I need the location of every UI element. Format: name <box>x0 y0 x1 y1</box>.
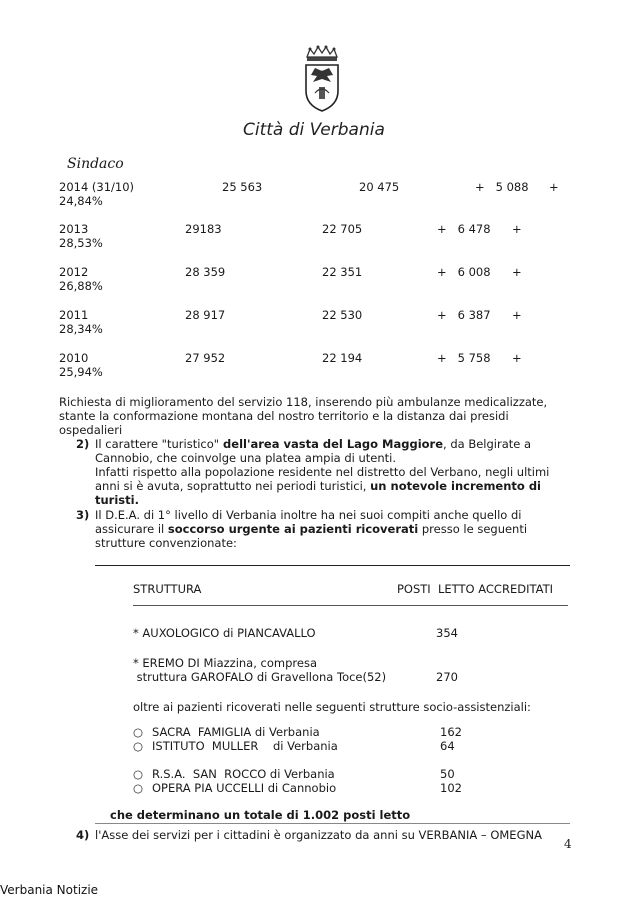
stat-plus: + <box>512 265 522 279</box>
socio-posti: 102 <box>440 781 462 795</box>
stat-pct: 28,34% <box>59 322 103 336</box>
paragraph-line: ospedalieri <box>59 423 123 437</box>
stat-pct: 25,94% <box>59 365 103 379</box>
stat-plus: + <box>512 351 522 365</box>
section-label: Sindaco <box>67 156 124 172</box>
table-row-posti: 270 <box>436 670 458 684</box>
city-title: Città di Verbania <box>243 120 385 140</box>
item2-text: , da Belgirate a <box>443 437 532 451</box>
stat-diff: + 6 478 <box>437 222 491 236</box>
stat-year: 2012 <box>59 265 89 279</box>
crest-icon <box>301 43 343 113</box>
item2-line <box>95 479 541 493</box>
bullet-icon: ○ <box>133 767 144 781</box>
table-row-name: * EREMO DI Miazzina, compresa <box>133 656 317 670</box>
item3-line: strutture convenzionate: <box>95 536 237 550</box>
stat-year: 2013 <box>59 222 89 236</box>
stat-pct: 28,53% <box>59 236 103 250</box>
stat-value-1: 25 563 <box>222 180 263 194</box>
item3-text: presso le seguenti <box>418 522 528 536</box>
table-header-rule <box>133 605 568 606</box>
socio-name: SACRA FAMIGLIA di Verbania <box>152 725 320 739</box>
stat-value-2: 22 351 <box>322 265 363 279</box>
item2-text: anni si è avuta, soprattutto nei periodi turistici, <box>95 479 371 493</box>
table-row-posti: 354 <box>436 626 458 640</box>
bullet-icon: ○ <box>133 725 144 739</box>
stat-value-2: 20 475 <box>359 180 400 194</box>
socio-posti: 50 <box>440 767 455 781</box>
item-number: 3) <box>76 508 90 522</box>
stat-plus: + <box>512 308 522 322</box>
item2-line: Cannobio, che coinvolge una platea ampia di utenti. <box>95 451 397 465</box>
stat-diff: + 5 758 <box>437 351 491 365</box>
item2-line <box>95 437 531 451</box>
stat-diff: + 6 387 <box>437 308 491 322</box>
page-number: 4 <box>564 837 572 851</box>
item2-line: turisti. <box>95 493 139 507</box>
socio-name: OPERA PIA UCCELLI di Cannobio <box>152 781 337 795</box>
stat-value-2: 22 194 <box>322 351 363 365</box>
stat-value-1: 27 952 <box>185 351 226 365</box>
item3-line <box>95 522 527 536</box>
socio-name: ISTITUTO MULLER di Verbania <box>152 739 338 753</box>
stat-value-1: 28 917 <box>185 308 226 322</box>
stat-plus: + <box>549 180 559 194</box>
item2-bold: un notevole incremento di <box>370 479 541 493</box>
stat-year: 2011 <box>59 308 89 322</box>
item3-text: assicurare il <box>95 522 168 536</box>
item2-bold: dell'area vasta del Lago Maggiore <box>219 437 444 451</box>
stat-pct: 24,84% <box>59 194 103 208</box>
stat-year: 2014 (31/10) <box>59 180 135 194</box>
socio-posti: 162 <box>440 725 462 739</box>
total-line: che determinano un totale di 1.002 posti letto <box>110 808 411 822</box>
stat-value-2: 22 705 <box>322 222 363 236</box>
item3-bold: soccorso urgente ai pazienti ricoverati <box>167 522 419 536</box>
item4-line: l'Asse dei servizi per i cittadini è organizzato da anni su VERBANIA – OMEGNA <box>95 828 542 842</box>
paragraph-line: Richiesta di miglioramento del servizio 118, inserendo più ambulanze medicalizzate, <box>59 395 548 409</box>
table-row-name: struttura GAROFALO di Gravellona Toce(52) <box>133 670 387 684</box>
item2-text: Il carattere "turistico" <box>95 437 220 451</box>
bullet-icon: ○ <box>133 781 144 795</box>
table-header-struttura: STRUTTURA <box>133 582 202 596</box>
stat-plus: + <box>512 222 522 236</box>
table-note: oltre ai pazienti ricoverati nelle seguenti strutture socio-assistenziali: <box>133 700 531 714</box>
stat-value-1: 29183 <box>185 222 222 236</box>
table-header-posti: POSTI LETTO ACCREDITATI <box>397 582 553 596</box>
footer-source: Verbania Notizie <box>0 883 99 897</box>
item2-line: Infatti rispetto alla popolazione residente nel distretto del Verbano, negli ultimi <box>95 465 550 479</box>
table-top-rule <box>95 565 570 566</box>
socio-posti: 64 <box>440 739 455 753</box>
table-row-name: * AUXOLOGICO di PIANCAVALLO <box>133 626 316 640</box>
item3-line: Il D.E.A. di 1° livello di Verbania inoltre ha nei suoi compiti anche quello di <box>95 508 522 522</box>
item-number: 4) <box>76 828 90 842</box>
stat-diff: + 6 008 <box>437 265 491 279</box>
stat-value-1: 28 359 <box>185 265 226 279</box>
table-bottom-rule <box>95 823 570 824</box>
city-crest <box>301 43 343 113</box>
stat-pct: 26,88% <box>59 279 103 293</box>
paragraph-line: stante la conformazione montana del nostro territorio e la distanza dai presidi <box>59 409 509 423</box>
stat-value-2: 22 530 <box>322 308 363 322</box>
stat-year: 2010 <box>59 351 89 365</box>
stat-diff: + 5 088 <box>475 180 529 194</box>
bullet-icon: ○ <box>133 739 144 753</box>
socio-name: R.S.A. SAN ROCCO di Verbania <box>152 767 335 781</box>
item-number: 2) <box>76 437 90 451</box>
